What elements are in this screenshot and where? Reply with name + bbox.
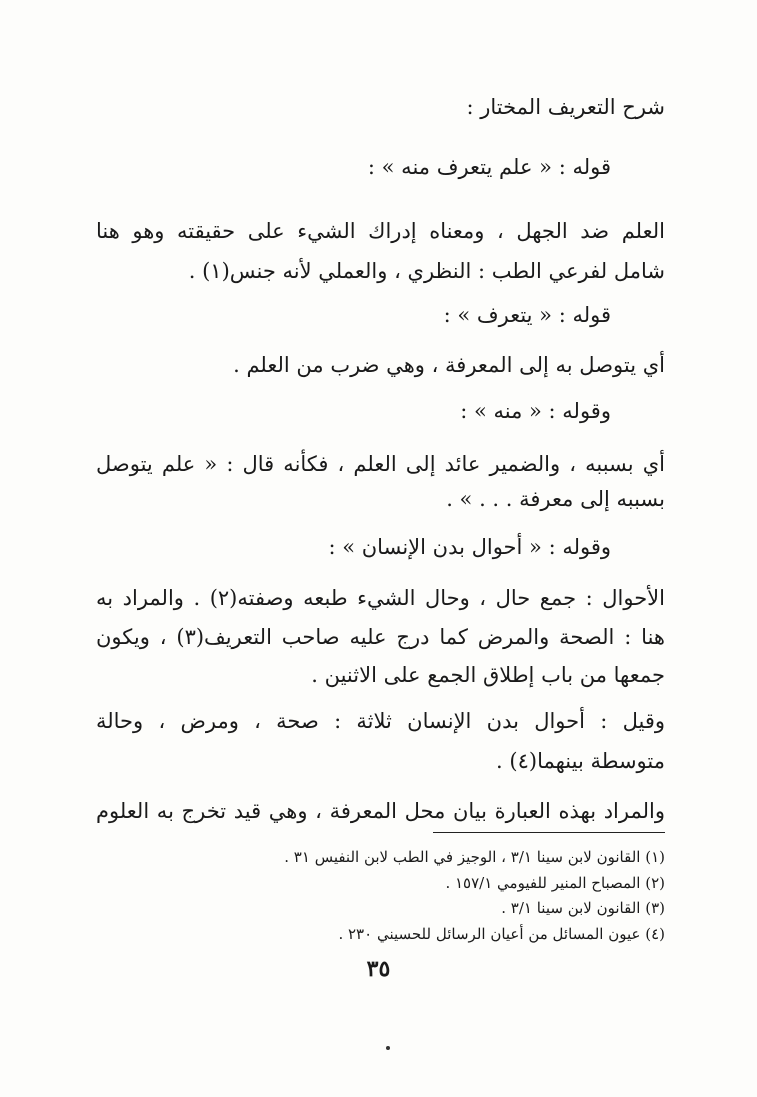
paragraph-line: متوسطة بينهما(٤) . (496, 749, 665, 773)
footnote: (١) القانون لابن سينا ٣/١ ، الوجيز في الطب لابن النفيس ٣١ . (284, 848, 665, 866)
paragraph-line: والمراد بهذه العبارة بيان محل المعرفة ، وهي قيد تخرج به العلوم (96, 799, 665, 823)
section-heading: شرح التعريف المختار : (466, 95, 665, 119)
paragraph-line: هنا : الصحة والمرض كما درج عليه صاحب التعريف(٣) ، ويكون (96, 625, 665, 649)
quote-line: وقوله : « منه » : (460, 399, 611, 423)
footnote: (٣) القانون لابن سينا ٣/١ . (501, 899, 665, 917)
paragraph-line: وقيل : أحوال بدن الإنسان ثلاثة : صحة ، ومرض ، وحالة (96, 709, 665, 733)
paragraph-line: أي يتوصل به إلى المعرفة ، وهي ضرب من العلم . (233, 353, 665, 377)
paragraph-line: أي بسببه ، والضمير عائد إلى العلم ، فكأنه قال : « علم يتوصل (96, 452, 665, 476)
quote-line: قوله : « علم يتعرف منه » : (367, 155, 611, 179)
paragraph-line: العلم ضد الجهل ، ومعناه إدراك الشيء على حقيقته وهو هنا (96, 219, 665, 243)
paragraph-line: بسببه إلى معرفة . . . » . (446, 487, 665, 511)
quote-line: قوله : « يتعرف » : (443, 303, 611, 327)
footnote-divider (433, 832, 665, 833)
quote-line: وقوله : « أحوال بدن الإنسان » : (328, 535, 611, 559)
page-number: ٣٥ (366, 956, 391, 982)
scan-speck (386, 1046, 390, 1050)
paragraph-line: جمعها من باب إطلاق الجمع على الاثنين . (311, 663, 665, 687)
paragraph-line: الأحوال : جمع حال ، وحال الشيء طبعه وصفته(٢) . والمراد به (96, 586, 665, 610)
paragraph-line: شامل لفرعي الطب : النظري ، والعملي لأنه جنس(١) . (188, 259, 665, 283)
footnote: (٢) المصباح المنير للفيومي ١٥٧/١ . (445, 874, 665, 892)
footnote: (٤) عيون المسائل من أعيان الرسائل للحسيني ٢٣٠ . (338, 925, 665, 943)
